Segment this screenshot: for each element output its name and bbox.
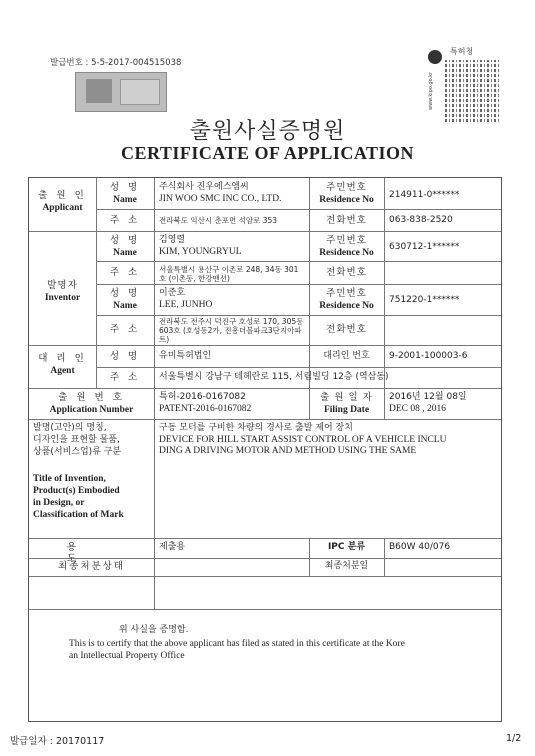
inventor2-addr-label: 주 소 [109,324,141,335]
title-english: CERTIFICATE OF APPLICATION [120,143,415,163]
issue-number: 발급번호 : 5-5-2017-004515038 [50,58,182,68]
invention-label-en-4: Classification of Mark [33,510,124,520]
agent-label-ko: 대 리 인 [38,353,87,364]
kipo-label: 특허청 [450,47,474,56]
official-stamp [75,72,167,112]
final-date-label: 최종처분일 [324,561,369,571]
inventor2-resid-label-en: Residence No [319,301,374,311]
usage-label: 용 도 [66,542,117,564]
ipc-label: IPC 분류 [327,542,366,552]
inventor1-addr-label: 주 소 [109,267,141,278]
application-number-label-ko: 출 원 번 호 [58,392,125,403]
issue-date: 발급일자 : 20170117 [10,736,105,747]
agent-number-label: 대리인 번호 [323,351,370,361]
invention-label-ko-2: 디자인을 표현할 물품, [33,435,120,445]
invention-label-ko-3: 상품(서비스업)류 구분 [33,447,122,457]
agent-number: 9-2001-100003-6 [389,351,468,361]
application-number-label-en: Application Number [49,405,134,415]
inventor1-phone-label: 전화번호 [326,267,367,278]
certification-en-1: This is to certify that the above applicant has filed as stated in this certificate at the Kore [69,639,405,649]
agent-name: 유미특허법인 [159,351,212,361]
applicant-resid-label-en: Residence No [319,195,374,205]
invention-label-en-1: Title of Invention, [33,474,106,484]
agent-addr-label: 주 소 [109,372,141,383]
invention-title-en-1: DEVICE FOR HILL START ASSIST CONTROL OF A VEHICLE INCLU [159,435,447,445]
application-number-ko: 특허-2016-0167082 [159,392,246,402]
inventor2-resid: 751220-1****** [389,295,460,305]
page-number: 1/2 [506,733,522,744]
inventor2-phone-label: 전화번호 [326,324,367,335]
kipo-logo [428,50,442,64]
title-korean: 출원사실증명원 [189,119,346,144]
filing-date-label-en: Filing Date [323,405,370,415]
applicant-label-ko: 출 원 인 [38,190,87,201]
inventor1-resid-label-en: Residence No [319,248,374,258]
applicant-name-en: JIN WOO SMC INC CO., LTD. [159,194,282,204]
invention-title-en-2: DING A DRIVING MOTOR AND METHOD USING THE SAME [159,446,417,456]
inventor1-name-ko: 김영렬 [159,235,186,245]
applicant-resid: 214911-0****** [389,190,460,200]
agent-address: 서울특별시 강남구 테헤란로 115, 서림빌딩 12층 (역삼동) [159,372,389,382]
applicant-name-label-ko: 성 명 [109,182,141,193]
inventor2-name-label-ko: 성 명 [109,288,141,299]
applicant-addr-label: 주 소 [109,215,141,226]
inventor-label-ko: 발명자 [47,280,78,291]
inventor1-name-en: KIM, YOUNGRYUL [159,247,242,257]
invention-label-ko-1: 발명(고안)의 명칭, [33,423,107,433]
filing-date-en: DEC 08 , 2016 [389,404,446,414]
usage-value: 제출용 [159,542,186,552]
filing-date-label-ko: 출 원 일 자 [320,392,373,403]
inventor2-name-en: LEE, JUNHO [159,300,213,310]
invention-title-ko: 구동 모터를 구비한 차량의 경사로 출발 제어 장치 [159,423,353,433]
agent-name-label: 성 명 [109,351,141,362]
ipc-value: B60W 40/076 [389,542,451,552]
inventor1-resid-label-ko: 주민번호 [326,235,367,246]
applicant-resid-label-ko: 주민번호 [326,182,367,193]
application-number-en: PATENT-2016-0167082 [159,404,252,414]
inventor2-name-ko: 이준호 [159,288,186,298]
final-status-label: 최종처분상태 [57,561,126,572]
invention-label-en-3: in Design, or [33,498,85,508]
inventor2-name-label-en: Name [113,301,137,311]
agent-label-en: Agent [50,366,75,376]
inventor1-resid: 630712-1****** [389,242,460,252]
inventor2-resid-label-ko: 주민번호 [326,288,367,299]
inventor1-name-label-en: Name [113,248,137,258]
applicant-name-label-en: Name [113,195,137,205]
inventor1-name-label-ko: 성 명 [109,235,141,246]
applicant-address: 전라북도 익산시 춘포면 석암로 353 [159,216,278,225]
kipo-site: www.kipo.go.kr [428,71,434,110]
applicant-name-ko: 주식회사 진우에스엠씨 [159,182,249,192]
certification-ko: 위 사실을 증명함. [119,625,189,635]
inventor2-address: 전라북도 전주시 덕진구 호성로 170, 305동 603호 (호성동2가, 진흥더블파크3단지아파트) [159,317,304,344]
applicant-phone: 063-838-2520 [389,215,453,225]
certificate-form [28,177,502,722]
applicant-label-en: Applicant [42,203,83,213]
filing-date-ko: 2016년 12월 08일 [389,392,467,402]
certification-en-2: an Intellectual Property Office [69,651,185,661]
invention-label-en-2: Product(s) Embodied [33,486,120,496]
inventor1-address: 서울특별시 용산구 이촌로 248, 34동 301호 (이촌동, 한강맨션) [159,265,299,283]
inventor-label-en: Inventor [44,293,81,303]
applicant-phone-label: 전화번호 [326,215,367,226]
